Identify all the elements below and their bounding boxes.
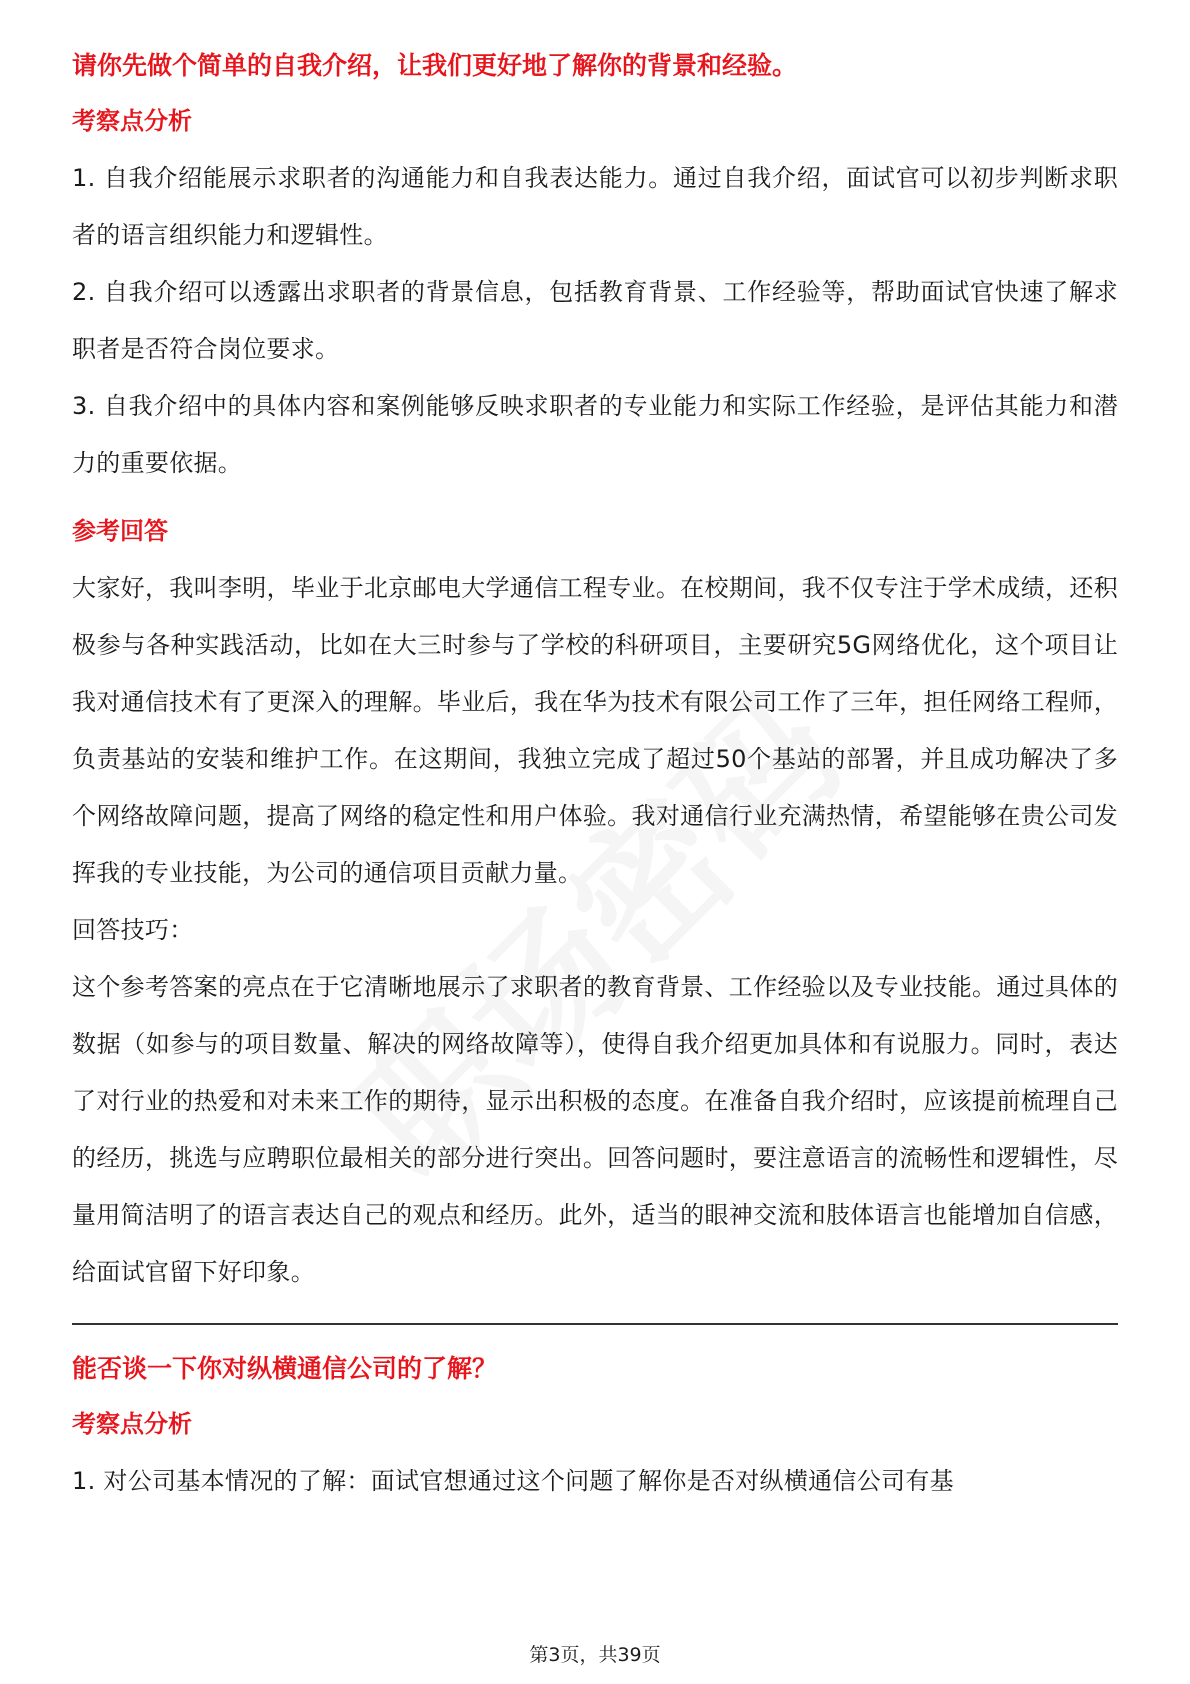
question-1-title: 请你先做个简单的自我介绍，让我们更好地了解你的背景和经验。	[72, 51, 798, 80]
page-number: 第3页，共39页	[529, 1644, 661, 1666]
q1-analysis-point-2: 2. 自我介绍可以透露出求职者的背景信息，包括教育背景、工作经验等，帮助面试官快速了解求职者是否符合岗位要求。	[72, 278, 1118, 363]
q1-reference-answer: 大家好，我叫李明，毕业于北京邮电大学通信工程专业。在校期间，我不仅专注于学术成绩，还积极参与各种实践活动，比如在大三时参与了学校的科研项目，主要研究5G网络优化，这个项目让我对通信技术有了更深入的理解。毕业后，我在华为技术有限公司工作了三年，担任网络工程师，负责基站的安装和维护工作。在这期间，我独立完成了超过50个基站的部署，并且成功解决了多个网络故障问题，提高了网络的稳定性和用户体验。我对通信行业充满热情，希望能够在贵公司发挥我的专业技能，为公司的通信项目贡献力量。	[72, 574, 1118, 887]
q1-analysis-heading: 考察点分析	[72, 107, 192, 135]
question-2-title: 能否谈一下你对纵横通信公司的了解？	[72, 1354, 498, 1383]
q1-analysis-point-1: 1. 自我介绍能展示求职者的沟通能力和自我表达能力。通过自我介绍，面试官可以初步判断求职者的语言组织能力和逻辑性。	[72, 164, 1118, 249]
q1-tips-label: 回答技巧：	[72, 916, 194, 944]
q1-analysis-point-3: 3. 自我介绍中的具体内容和案例能够反映求职者的专业能力和实际工作经验，是评估其能力和潜力的重要依据。	[72, 392, 1118, 477]
q2-analysis-point-1: 1. 对公司基本情况的了解：面试官想通过这个问题了解你是否对纵横通信公司有基	[72, 1467, 954, 1495]
q1-tips-text: 这个参考答案的亮点在于它清晰地展示了求职者的教育背景、工作经验以及专业技能。通过具体的数据（如参与的项目数量、解决的网络故障等），使得自我介绍更加具体和有说服力。同时，表达了对行业的热爱和对未来工作的期待，显示出积极的态度。在准备自我介绍时，应该提前梳理自己的经历，挑选与应聘职位最相关的部分进行突出。回答问题时，要注意语言的流畅性和逻辑性，尽量用简洁明了的语言表达自己的观点和经历。此外，适当的眼神交流和肢体语言也能增加自信感，给面试官留下好印象。	[72, 973, 1118, 1286]
section-divider	[72, 1323, 1118, 1325]
document-page	[72, 48, 1118, 1510]
q1-reference-heading: 参考回答	[72, 517, 168, 545]
q2-analysis-heading: 考察点分析	[72, 1410, 192, 1438]
